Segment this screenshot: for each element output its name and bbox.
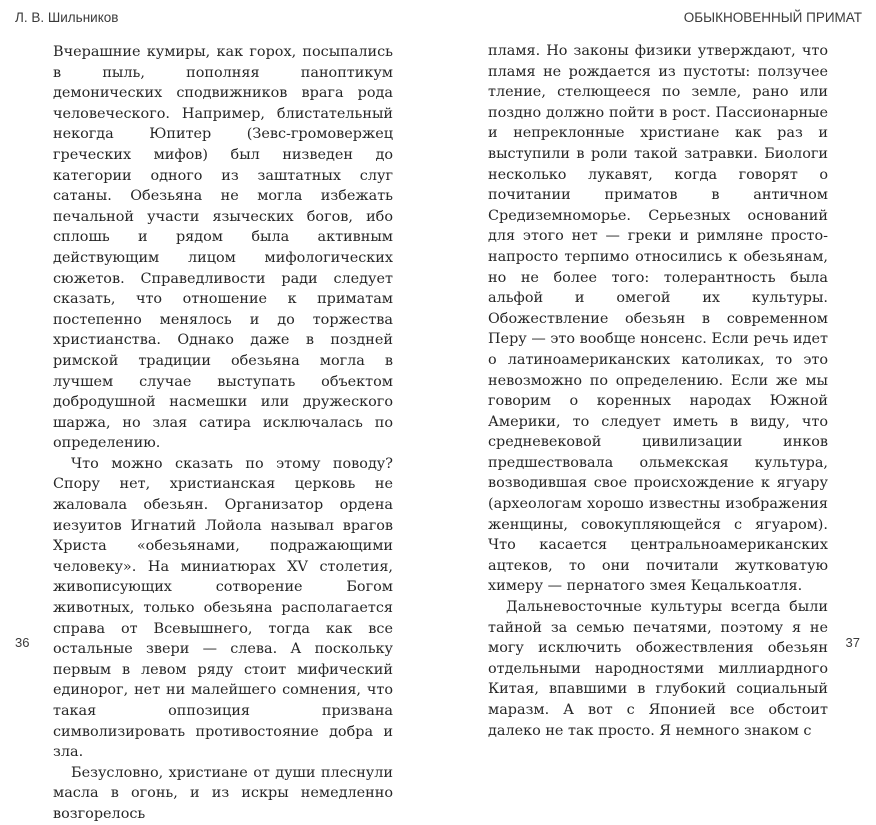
right-page-body xyxy=(488,41,828,741)
page-number: 36 xyxy=(15,635,30,650)
running-head-author: Л. В. Шильников xyxy=(15,10,119,25)
left-page-body xyxy=(53,42,393,825)
left-page xyxy=(0,0,438,822)
paragraph: Что можно сказать по этому поводу? Спору нет, христианская церковь не жаловала обезьян. Организатор ордена иезуитов Игнатий Лойола называл врагов Христа «обезьянами, подражающими человеку». На миниатюрах XV столетия, живописующих сотворение Богом животных, только обезьяна располагается справа от Всевышнего, тогда как все остальные звери — слева. А поскольку первым в левом ряду стоит мифический единорог, нет ни малейшего сомнения, что такая оппозиция призвана символизировать противостояние добра и зла. xyxy=(53,455,393,761)
paragraph: Дальневосточные культуры всегда были тайной за семью печатями, поэтому я не могу исключить обожествления обезьян отдельными народностями миллиардного Китая, впавшими в глубокий социальный маразм. А вот с Японией все обстоит далеко не так просто. Я немного знаком с xyxy=(488,599,828,739)
paragraph: Безусловно, христиане от души плеснули масла в огонь, и из искры немедленно возгорелось xyxy=(53,764,393,822)
paragraph: Вчерашние кумиры, как горох, посыпались в пыль, пополняя паноптикум демонических сподвижников врага рода человеческого. Например, блистательный некогда Юпитер (Зевс-громовержец греческих мифов) был низведен до категории одного из заштатных слуг сатаны. Обезьяна не могла избежать печальной участи языческих богов, ибо сплошь и рядом была активным действующим лицом мифологических сюжетов. Справедливости ради следует сказать, что отношение к приматам постепенно менялось и до торжества христианства. Однако даже в поздней римской традиции обезьяна могла в лучшем случае выступать объектом добродушной насмешки или дружеского шаржа, но злая сатира исключалась по определению. xyxy=(53,44,393,452)
paragraph: пламя. Но законы физики утверждают, что пламя не рождается из пустоты: ползучее тление, стелющееся по земле, рано или поздно должно пойти в рост. Пассионарные и непреклонные христиане как раз и выступили в роли такой затравки. Биологи несколько лукавят, когда говорят о почитании приматов в античном Средиземноморье. Серьезных оснований для этого нет — греки и римляне просто-напросто терпимо относились к обезьянам, но не более того: толерантность была альфой и омегой их культуры. Обожествление обезьян в современном Перу — это вообще нонсенс. Если речь идет о латиноамериканских католиках, то это невозможно по определению. Если же мы говорим о коренных народах Южной Америки, то следует иметь в виду, что средневековой цивилизации инков предшествовала ольмекская культура, возводившая свое происхождение к ягуару (археологам хорошо известны изображения женщины, совокупляющейся с ягуаром). Что касается центральноамериканских ацтеков, то они почитали жутковатую химеру — пернатого змея Кецалькоатля. xyxy=(488,43,828,595)
page-number: 37 xyxy=(845,635,860,650)
running-head-title: ОБЫКНОВЕННЫЙ ПРИМАТ xyxy=(683,10,862,25)
right-page xyxy=(438,0,876,739)
